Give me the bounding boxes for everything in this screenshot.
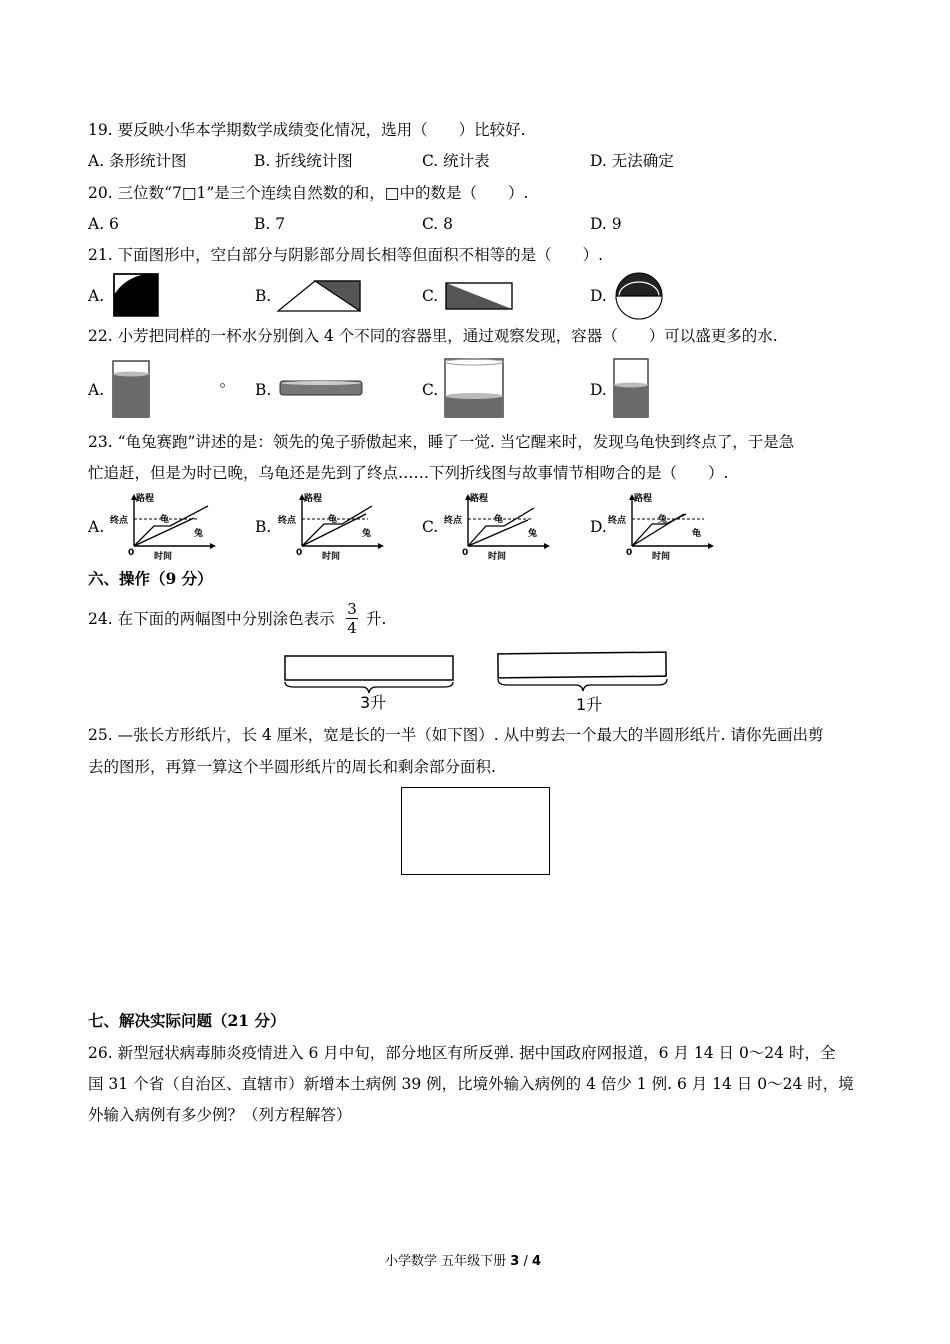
x-axis-label: 时间 xyxy=(154,552,173,562)
q24-bar-right xyxy=(496,652,670,694)
x-axis-label: 时间 xyxy=(652,552,671,562)
q23-graph-b xyxy=(276,492,384,564)
q21-stem: 21. 下面图形中，空白部分与阴影部分周长相等但面积不相等的是（ ）. xyxy=(88,246,604,264)
lower-tag: 兔 xyxy=(362,529,372,539)
rabbit-line xyxy=(302,506,372,546)
q22-container-a xyxy=(112,360,150,418)
q20-option-a: A. 6 xyxy=(88,215,119,233)
q25-line2: 去的图形，再算一算这个半圆形纸片的周长和剩余部分面积. xyxy=(88,758,496,776)
q20-option-d: D. 9 xyxy=(590,215,622,233)
x-axis-arrow xyxy=(378,543,384,549)
q21-option-d: D. xyxy=(590,287,607,305)
x-axis-label: 时间 xyxy=(322,552,341,562)
upper-tag: 兔 xyxy=(658,515,668,525)
upper-tag: 龟 xyxy=(328,515,338,525)
q23-option-b: B. xyxy=(255,518,272,536)
q19-option-d: D. 无法确定 xyxy=(590,152,674,170)
x-axis-arrow xyxy=(210,543,216,549)
q22-dot xyxy=(220,383,225,388)
y-axis-label: 路程 xyxy=(470,494,489,504)
q19-option-b: B. 折线统计图 xyxy=(254,152,353,170)
q24-label-left: 3升 xyxy=(360,693,387,712)
q21-figure-d xyxy=(615,272,663,320)
q20-option-b: B. 7 xyxy=(254,215,286,233)
q25-line1: 25. —张长方形纸片，长 4 厘米，宽是长的一半（如下图）. 从中剪去一个最大的半圆形纸片. 请你先画出剪 xyxy=(88,726,824,744)
q24-bar-left xyxy=(284,655,456,695)
q22-container-c xyxy=(444,358,504,418)
x-axis-arrow xyxy=(544,543,550,549)
q23-stem-line1: 23. “龟兔赛跑”讲述的是：领先的兔子骄傲起来，睡了一觉. 当它醒来时，发现乌龟快到终点了，于是急 xyxy=(88,433,795,451)
q19-stem: 19. 要反映小华本学期数学成绩变化情况，选用（ ）比较好. xyxy=(88,121,526,139)
q26-line1: 26. 新型冠状病毒肺炎疫情进入 6 月中旬，部分地区有所反弹. 据中国政府网报道，6 月 14 日 0～24 时，全 xyxy=(88,1044,836,1062)
origin-label: 0 xyxy=(626,548,633,558)
section6-title: 六、操作（9 分） xyxy=(88,569,213,588)
q24-fraction-denominator: 4 xyxy=(347,619,357,637)
finish-label: 终点 xyxy=(444,516,463,526)
q23-option-a: A. xyxy=(88,518,105,536)
finish-label: 终点 xyxy=(608,516,627,526)
q22-option-c: C. xyxy=(422,381,439,399)
upper-tag: 龟 xyxy=(160,515,170,525)
q24-label-right: 1升 xyxy=(576,695,603,714)
section7-title: 七、解决实际问题（21 分） xyxy=(88,1011,286,1030)
q20-stem: 20. 三位数“7□1”是三个连续自然数的和，□中的数是（ ）. xyxy=(88,184,529,202)
x-axis-arrow xyxy=(708,543,714,549)
page-footer xyxy=(385,1250,541,1269)
q26-line2: 国 31 个省（自治区、直辖市）新增本土病例 39 例，比境外输入病例的 4 倍少 1 例. 6 月 14 日 0～24 时，境 xyxy=(88,1075,854,1093)
upper-tag: 龟 xyxy=(494,515,504,525)
q21-figure-a xyxy=(113,273,159,317)
q21-option-c: C. xyxy=(422,287,439,305)
q21-figure-b xyxy=(277,280,361,312)
y-axis-label: 路程 xyxy=(634,494,653,504)
q24-fraction-numerator: 3 xyxy=(347,600,357,618)
finish-label: 终点 xyxy=(278,516,297,526)
q19-option-c: C. 统计表 xyxy=(422,152,490,170)
q23-graph-a xyxy=(108,492,216,564)
q23-graph-c xyxy=(442,492,550,564)
q25-rectangle xyxy=(401,787,550,875)
q22-option-a: A. xyxy=(88,381,105,399)
finish-label: 终点 xyxy=(110,516,129,526)
lower-tag: 龟 xyxy=(692,529,702,539)
q21-option-a: A. xyxy=(88,287,105,305)
x-axis-label: 时间 xyxy=(488,552,507,562)
q22-option-d: D. xyxy=(590,381,607,399)
footer-subject: 小学数学 五年级下册 xyxy=(385,1254,507,1269)
q23-option-c: C. xyxy=(422,518,439,536)
q22-stem: 22. 小芳把同样的一杯水分别倒入 4 个不同的容器里，通过观察发现，容器（ ）可以盛更多的水. xyxy=(88,327,778,345)
q21-option-b: B. xyxy=(255,287,272,305)
q20-option-c: C. 8 xyxy=(422,215,454,233)
q23-graph-d xyxy=(606,492,714,564)
q24-stem-prefix: 24. 在下面的两幅图中分别涂色表示 xyxy=(88,610,335,628)
y-axis-label: 路程 xyxy=(304,494,323,504)
origin-label: 0 xyxy=(462,548,469,558)
lower-tag: 兔 xyxy=(194,529,204,539)
footer-total: 4 xyxy=(531,1254,542,1269)
rabbit-line xyxy=(134,506,208,546)
footer-sep: / xyxy=(519,1254,532,1269)
y-axis-label: 路程 xyxy=(136,494,155,504)
q24-stem-suffix: 升. xyxy=(366,610,387,628)
q22-container-b xyxy=(279,380,363,396)
origin-label: 0 xyxy=(296,548,303,558)
q24-fraction xyxy=(346,601,358,636)
origin-label: 0 xyxy=(128,548,135,558)
footer-page: 3 xyxy=(510,1254,520,1269)
rabbit-line xyxy=(468,508,534,546)
q21-figure-c xyxy=(445,282,513,310)
q19-option-a: A. 条形统计图 xyxy=(88,152,187,170)
q23-option-d: D. xyxy=(590,518,607,536)
q22-container-d xyxy=(613,358,649,418)
q26-line3: 外输入病例有多少例？（列方程解答） xyxy=(88,1106,352,1124)
q22-option-b: B. xyxy=(255,381,272,399)
lower-tag: 兔 xyxy=(528,529,538,539)
q23-stem-line2: 忙追赶，但是为时已晚，乌龟还是先到了终点……下列折线图与故事情节相吻合的是（ ）. xyxy=(88,464,729,482)
